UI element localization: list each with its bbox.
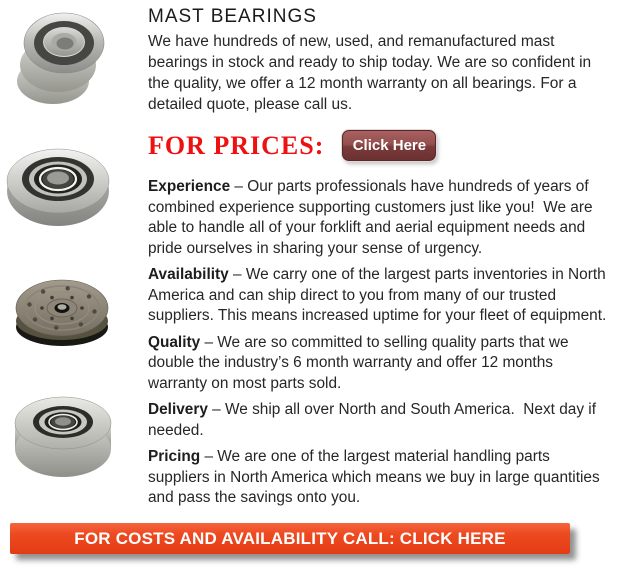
product-photo-drum-roller-image (13, 389, 114, 486)
costs-availability-banner-link[interactable] (10, 523, 570, 554)
section-pricing (148, 447, 608, 509)
section-heading-availability: Availability (148, 266, 229, 283)
section-text-quality: – We are so committed to selling quality parts that we double the industry’s 6 month warranty and offer 12 months warranty on most parts sold. (148, 333, 573, 392)
section-availability (148, 265, 608, 327)
section-text-delivery: – We ship all over North and South America. Next day if needed. (148, 401, 601, 439)
product-photo-riveted-sheave-image (14, 271, 113, 355)
section-text-experience: – Our parts professionals have hundreds of years of combined experience supporting customers just like you! We are able to handle all of your forklift and aerial equipment needs and pride ourselves in sharing your sense of urgency. (148, 178, 597, 257)
mast-guide-roller-graphic (6, 143, 110, 229)
drum-roller-graphic (13, 389, 114, 481)
click-here-button[interactable]: Click Here (342, 130, 436, 161)
product-photo-mast-guide-roller-image (6, 143, 110, 234)
section-delivery (148, 400, 608, 441)
section-heading-experience: Experience (148, 178, 231, 195)
riveted-sheave-graphic (14, 271, 113, 350)
prices-row (148, 128, 610, 163)
section-text-pricing: – We are one of the largest material handling parts suppliers in North America which means we buy in large quantities and pass the savings onto you. (148, 448, 604, 506)
for-prices-label: FOR PRICES: (148, 130, 325, 160)
section-quality (148, 333, 608, 395)
section-heading-quality: Quality (148, 333, 201, 351)
intro-paragraph: We have hundreds of new, used, and remanufactured mast bearings in stock and ready to ship today. We are so confident in the quality, we offer a 12 month warranty on all bearings. For a detailed quote, please call us. (148, 33, 596, 113)
product-photo-flanged-pulley-bearing-image (15, 7, 106, 111)
flanged-pulley-bearing-graphic (15, 7, 106, 106)
section-experience (148, 177, 608, 259)
banner-label: FOR COSTS AND AVAILABILITY CALL: CLICK HERE (74, 529, 506, 548)
product-photo-column (0, 0, 142, 520)
section-heading-delivery: Delivery (148, 401, 208, 418)
section-heading-pricing: Pricing (148, 448, 201, 465)
page-title: MAST BEARINGS (148, 6, 317, 27)
section-text-availability: – We carry one of the largest parts inventories in North America and can ship direct to you from many of our trusted suppliers. This means increased uptime for your fleet of equipment. (148, 266, 610, 324)
info-sections (148, 177, 608, 515)
